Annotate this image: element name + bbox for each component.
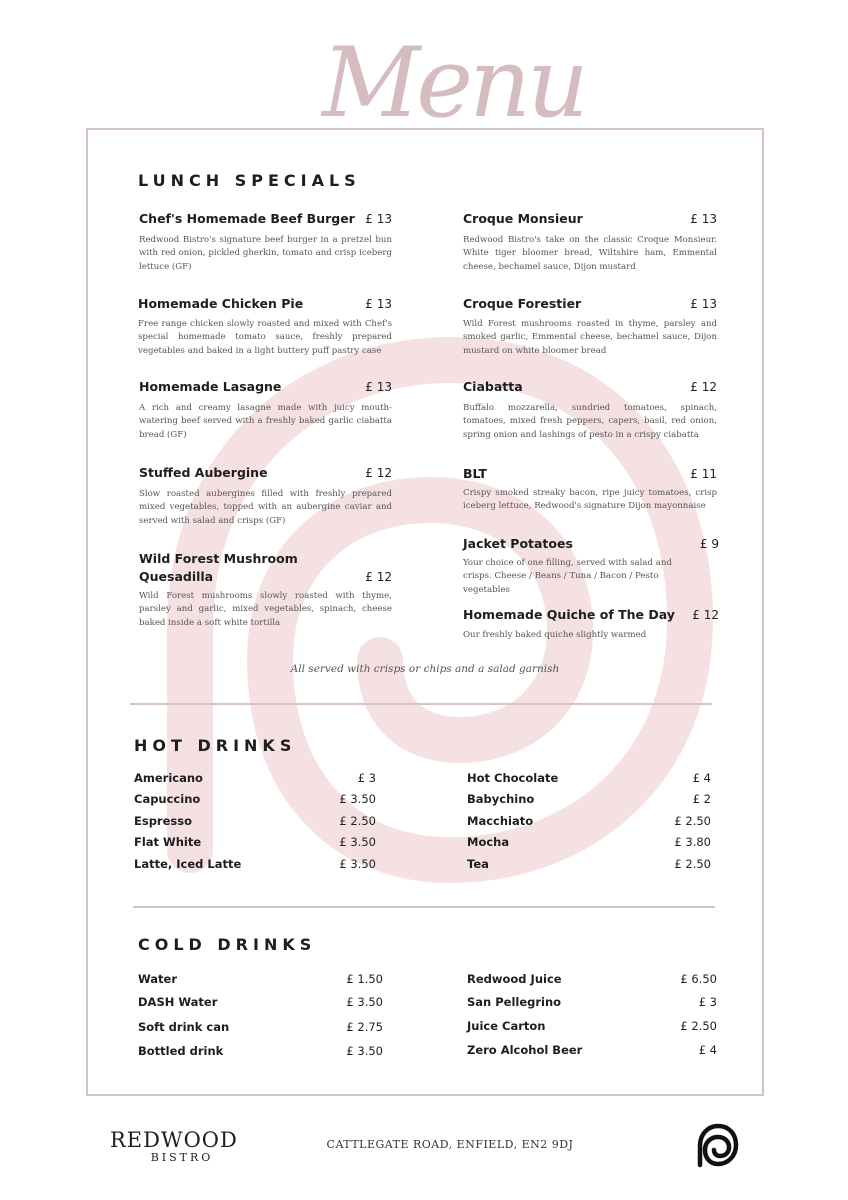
svg-text:Menu: Menu bbox=[322, 27, 585, 139]
item-price: £ 13 bbox=[690, 212, 717, 226]
menu-item bbox=[463, 465, 717, 520]
menu-item bbox=[463, 606, 719, 646]
brand-logo: REDWOOD bbox=[110, 1128, 238, 1152]
item-name: Jacket Potatoes bbox=[463, 536, 573, 551]
menu-item bbox=[463, 378, 717, 448]
drink-price: £ 2.50 bbox=[680, 1019, 717, 1033]
menu-item bbox=[463, 535, 719, 595]
drink-name: Soft drink can bbox=[138, 1020, 230, 1034]
item-name: Ciabatta bbox=[463, 379, 523, 394]
item-name: Croque Forestier bbox=[463, 296, 582, 311]
item-description: Free range chicken slowly roasted and mixed with Chef's special homemade tomato sauce, freshly prepared vegetables and baked in a light buttery puff pastry case bbox=[138, 319, 392, 356]
drink-name: San Pellegrino bbox=[467, 995, 562, 1009]
drink-price: £ 2.50 bbox=[674, 814, 711, 828]
item-description: Our freshly baked quiche slightly warmed bbox=[463, 630, 647, 640]
drink-price: £ 3.80 bbox=[674, 835, 711, 849]
menu-script-title bbox=[316, 8, 585, 148]
drink-price: £ 3 bbox=[698, 995, 717, 1009]
drink-price: £ 2 bbox=[692, 792, 711, 806]
drink-name: Redwood Juice bbox=[467, 972, 562, 986]
item-price: £ 12 bbox=[690, 380, 717, 394]
menu-item bbox=[463, 295, 717, 365]
drink-price: £ 3.50 bbox=[346, 995, 383, 1009]
section-divider bbox=[133, 906, 715, 908]
item-description: Redwood Bistro's take on the classic Croque Monsieur. White tiger bloomer bread, Wiltshire ham, Emmental cheese, bechamel sauce, Dijon mustard bbox=[463, 235, 717, 272]
item-name: Croque Monsieur bbox=[463, 211, 583, 226]
drink-price: £ 3.50 bbox=[339, 835, 376, 849]
item-description: A rich and creamy lasagne made with juicy mouth-watering beef served with a freshly baked garlic ciabatta bread (GF) bbox=[139, 403, 392, 440]
redwood-spiral-icon bbox=[694, 1122, 740, 1168]
drink-name: Bottled drink bbox=[138, 1044, 224, 1058]
drink-name: Juice Carton bbox=[467, 1019, 546, 1033]
menu-item bbox=[138, 295, 392, 365]
drink-price: £ 2.50 bbox=[674, 857, 711, 871]
item-name: BLT bbox=[463, 466, 487, 481]
cold-drinks-heading: COLD DRINKS bbox=[138, 935, 317, 954]
menu-item bbox=[139, 550, 392, 635]
item-description: Buffalo mozzarella, sundried tomatoes, spinach, tomatoes, mixed fresh peppers, capers, basil, red onion, spring onion and lashings of pesto in a crispy ciabatta bbox=[463, 403, 717, 440]
drink-price: £ 6.50 bbox=[680, 972, 717, 986]
item-price: £ 13 bbox=[365, 380, 392, 394]
drink-price: £ 2.50 bbox=[339, 814, 376, 828]
item-description: Wild Forest mushrooms roasted in thyme, parsley and smoked garlic, Emmental cheese, bechamel sauce, Dijon mustard on white bloomer bread bbox=[463, 319, 717, 356]
menu-item bbox=[139, 464, 392, 534]
drink-name: Zero Alcohol Beer bbox=[467, 1043, 583, 1057]
item-price: £ 9 bbox=[699, 537, 719, 551]
drink-name: DASH Water bbox=[138, 995, 218, 1009]
drink-name: Mocha bbox=[467, 835, 510, 849]
drink-name: Water bbox=[138, 972, 178, 986]
item-price: £ 13 bbox=[690, 297, 717, 311]
hot-drinks-heading: HOT DRINKS bbox=[134, 736, 297, 755]
section-divider bbox=[130, 703, 712, 705]
item-description: Redwood Bistro's signature beef burger in a pretzel bun with red onion, pickled gherkin, tomato and crisp iceberg lettuce (GF) bbox=[139, 235, 392, 272]
drink-name: Hot Chocolate bbox=[467, 771, 559, 785]
menu-item bbox=[139, 210, 392, 280]
drink-price: £ 3 bbox=[357, 771, 376, 785]
address: CATTLEGATE ROAD, ENFIELD, EN2 9DJ bbox=[326, 1138, 574, 1151]
item-price: £ 12 bbox=[692, 608, 719, 622]
lunch-footnote: All served with crisps or chips and a salad garnish bbox=[290, 663, 560, 675]
drink-name: Latte, Iced Latte bbox=[134, 857, 242, 871]
drink-name: Tea bbox=[467, 857, 489, 871]
menu-item bbox=[463, 210, 717, 280]
item-description: Your choice of one filling, served with salad and crisps. Cheese / Beans / Tuna / Bacon / Pesto vegetables bbox=[463, 558, 672, 595]
drink-name: Flat White bbox=[134, 835, 202, 849]
drink-price: £ 1.50 bbox=[346, 972, 383, 986]
drink-price: £ 3.50 bbox=[339, 857, 376, 871]
item-name: Homemade Quiche of The Day bbox=[463, 607, 675, 622]
drink-name: Americano bbox=[134, 771, 203, 785]
item-price: £ 13 bbox=[365, 297, 392, 311]
drink-price: £ 3.50 bbox=[346, 1044, 383, 1058]
item-price: £ 13 bbox=[365, 212, 392, 226]
item-name: Homemade Lasagne bbox=[139, 379, 282, 394]
menu-item bbox=[139, 378, 392, 448]
item-name: Chef's Homemade Beef Burger bbox=[139, 211, 355, 226]
item-description: Slow roasted aubergines filled with freshly prepared mixed vegetables, topped with an aubergine caviar and served with salad and crisps (GF) bbox=[139, 489, 392, 526]
drink-price: £ 4 bbox=[692, 771, 711, 785]
lunch-specials-heading: LUNCH SPECIALS bbox=[138, 171, 361, 190]
item-name: Quesadilla bbox=[139, 569, 214, 584]
drink-name: Espresso bbox=[134, 814, 192, 828]
item-price: £ 12 bbox=[365, 466, 392, 480]
drink-name: Capuccino bbox=[134, 792, 201, 806]
drink-price: £ 2.75 bbox=[346, 1020, 383, 1034]
drink-price: £ 4 bbox=[698, 1043, 717, 1057]
brand-logo-subtitle: BISTRO bbox=[150, 1151, 214, 1164]
drink-name: Macchiato bbox=[467, 814, 534, 828]
item-description: Crispy smoked streaky bacon, ripe juicy tomatoes, crisp iceberg lettuce, Redwood's signature Dijon mayonnaise bbox=[463, 488, 717, 512]
drink-price: £ 3.50 bbox=[339, 792, 376, 806]
item-price: £ 11 bbox=[690, 467, 717, 481]
item-price: £ 12 bbox=[365, 570, 392, 584]
drink-name: Babychino bbox=[467, 792, 535, 806]
item-name: Homemade Chicken Pie bbox=[138, 296, 304, 311]
item-name: Wild Forest Mushroom bbox=[139, 551, 298, 566]
item-description: Wild Forest mushrooms slowly roasted with thyme, parsley and garlic, mixed vegetables, spinach, cheese baked inside a soft white tortilla bbox=[139, 591, 392, 628]
item-name: Stuffed Aubergine bbox=[139, 465, 268, 480]
